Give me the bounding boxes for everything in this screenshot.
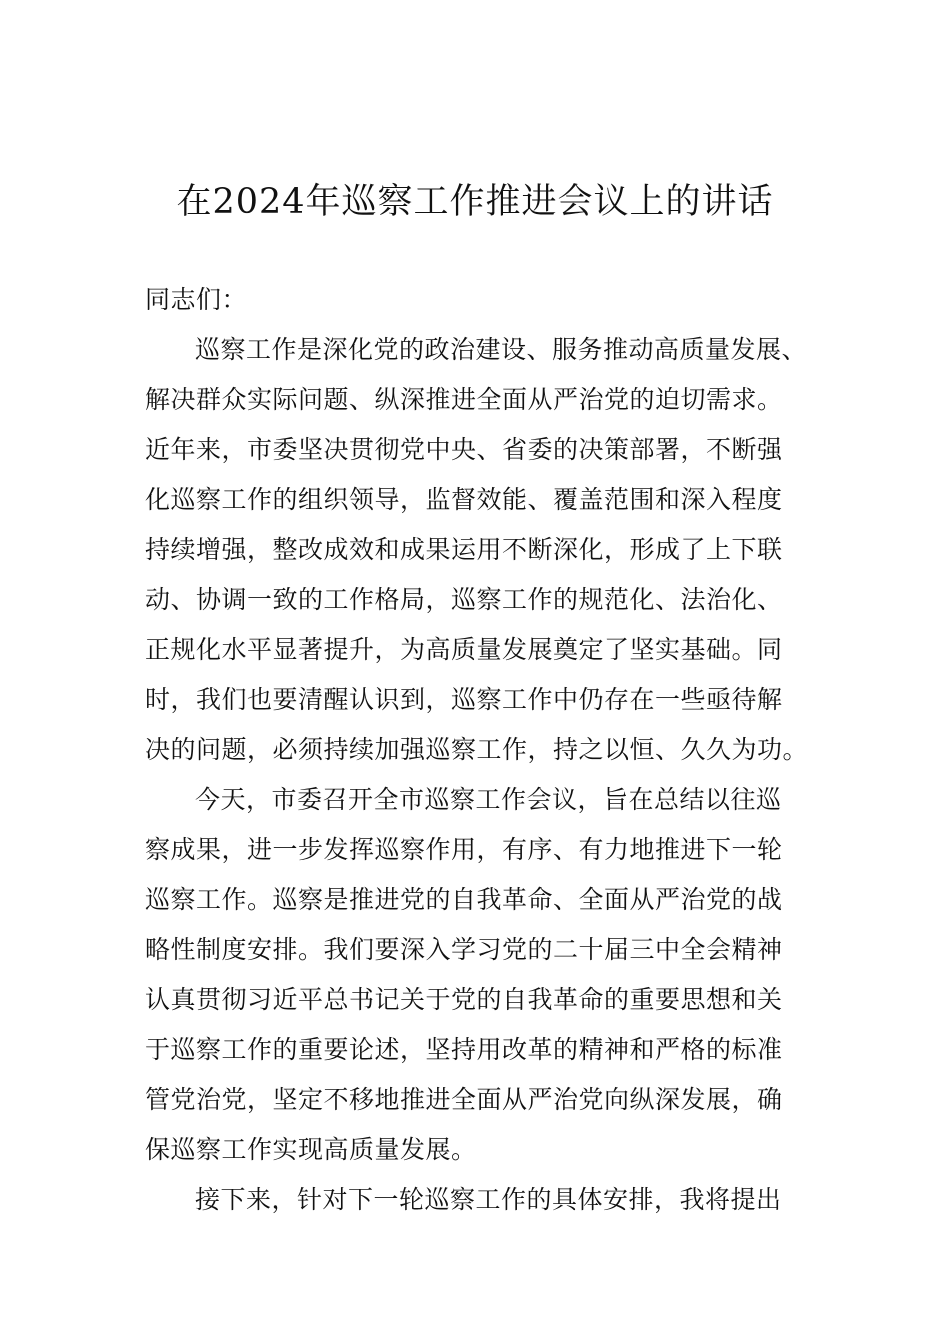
- text-line: 认真贯彻习近平总书记关于党的自我革命的重要思想和关: [145, 985, 783, 1014]
- text-line: 近年来，市委坚决贯彻党中央、省委的决策部署，不断强: [145, 435, 783, 464]
- text-line: 动、协调一致的工作格局，巡察工作的规范化、法治化、: [145, 585, 783, 614]
- salutation: 同志们：: [145, 285, 248, 314]
- text-line: 巡察工作。巡察是推进党的自我革命、全面从严治党的战: [145, 885, 783, 914]
- text-line: 巡察工作是深化党的政治建设、服务推动高质量发展、: [195, 335, 808, 364]
- text-line: 化巡察工作的组织领导，监督效能、覆盖范围和深入程度: [145, 485, 783, 514]
- text-line: 接下来，针对下一轮巡察工作的具体安排，我将提出: [195, 1185, 782, 1214]
- text-line: 于巡察工作的重要论述，坚持用改革的精神和严格的标准: [145, 1035, 783, 1064]
- document-title: 在2024年巡察工作推进会议上的讲话: [176, 182, 774, 222]
- text-line: 察成果，进一步发挥巡察作用，有序、有力地推进下一轮: [145, 835, 783, 864]
- text-line: 决的问题，必须持续加强巡察工作，持之以恒、久久为功。: [145, 735, 809, 764]
- text-line: 解决群众实际问题、纵深推进全面从严治党的迫切需求。: [145, 385, 783, 414]
- text-line: 今天，市委召开全市巡察工作会议，旨在总结以往巡: [195, 785, 782, 814]
- text-line: 持续增强，整改成效和成果运用不断深化，形成了上下联: [145, 535, 783, 564]
- text-line: 时，我们也要清醒认识到，巡察工作中仍存在一些亟待解: [145, 685, 783, 714]
- text-line: 管党治党，坚定不移地推进全面从严治党向纵深发展，确: [145, 1085, 783, 1114]
- text-line: 正规化水平显著提升，为高质量发展奠定了坚实基础。同: [145, 635, 783, 664]
- text-line: 略性制度安排。我们要深入学习党的二十届三中全会精神: [145, 935, 783, 964]
- text-line: 保巡察工作实现高质量发展。: [145, 1135, 477, 1164]
- document-body: [145, 275, 810, 1225]
